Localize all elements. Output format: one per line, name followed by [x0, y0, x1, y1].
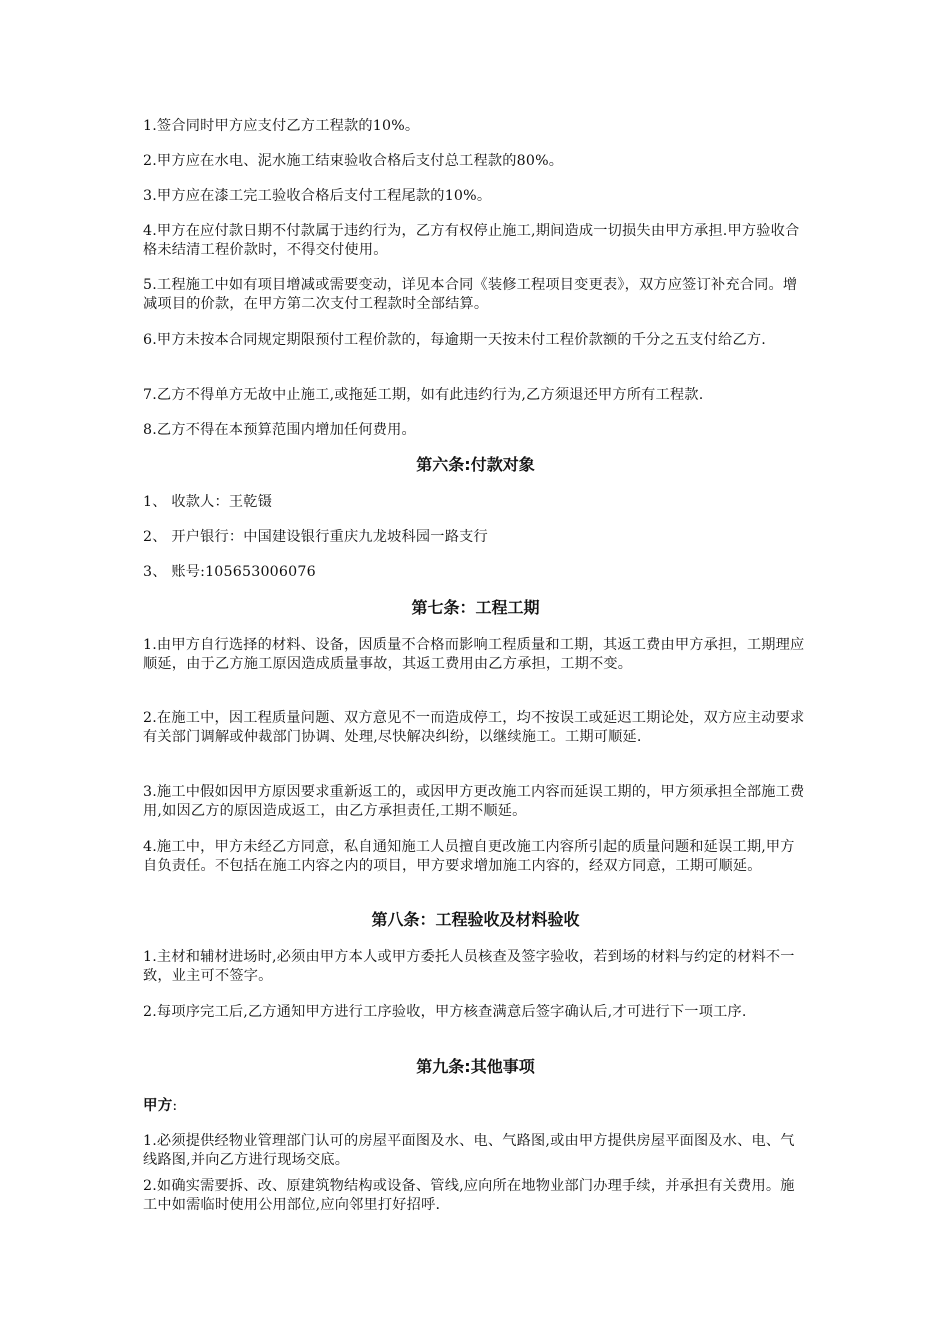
payment-clause-4: 4.甲方在应付款日期不付款属于违约行为，乙方有权停止施工,期间造成一切损失由甲方承担.甲方验收合格未结清工程价款时，不得交付使用。 [143, 223, 800, 258]
party-a-label: 甲方 [143, 1098, 173, 1114]
other-clause-2: 2.如确实需要拆、改、原建筑物结构或设备、管线,应向所在地物业部门办理手续，并承担有关费用。施工中如需临时使用公用部位,应向邻里打好招呼. [143, 1178, 795, 1213]
schedule-clause-2: 2.在施工中，因工程质量问题、双方意见不一而造成停工，均不按误工或延迟工期论处，双方应主动要求有关部门调解或仲裁部门协调、处理,尽快解决纠纷，以继续施工。工期可顺延. [143, 710, 805, 745]
party-a-label-line [143, 1097, 808, 1116]
section-6-heading: 第六条:付款对象 [416, 455, 535, 474]
payment-clause-6: 6.甲方未按本合同规定期限预付工程价款的，每逾期一天按未付工程价款额的千分之五支付给乙方. [143, 332, 766, 348]
other-clause-1: 1.必须提供经物业管理部门认可的房屋平面图及水、电、气路图,或由甲方提供房屋平面图及水、电、气线路图,并向乙方进行现场交底。 [143, 1133, 795, 1168]
payment-clause-2: 2.甲方应在水电、泥水施工结束验收合格后支付总工程款的80%。 [143, 153, 564, 169]
acceptance-clause-1: 1.主材和辅材进场时,必须由甲方本人或甲方委托人员核查及签字验收，若到场的材料与约定的材料不一致，业主可不签字。 [143, 949, 795, 984]
payee-bank: 2、 开户银行：中国建设银行重庆九龙坡科园一路支行 [143, 529, 488, 545]
section-7-heading: 第七条：工程工期 [411, 598, 540, 617]
party-a-colon: : [172, 1098, 178, 1114]
schedule-clause-1: 1.由甲方自行选择的材料、设备，因质量不合格而影响工程质量和工期，其返工费由甲方承担，工期理应顺延，由于乙方施工原因造成质量事故，其返工费用由乙方承担，工期不变。 [143, 637, 805, 672]
schedule-clause-3: 3.施工中假如因甲方原因要求重新返工的，或因甲方更改施工内容而延误工期的，甲方须承担全部施工费用,如因乙方的原因造成返工，由乙方承担责任,工期不顺延。 [143, 784, 805, 819]
payee-name: 1、 收款人：王乾镊 [143, 494, 273, 510]
section-9-heading: 第九条:其他事项 [416, 1057, 535, 1076]
schedule-clause-4: 4.施工中，甲方未经乙方同意，私自通知施工人员擅自更改施工内容所引起的质量问题和延误工期,甲方自负责任。不包括在施工内容之内的项目，甲方要求增加施工内容的，经双方同意，工期可顺延。 [143, 839, 795, 874]
section-8-heading: 第八条：工程验收及材料验收 [371, 910, 580, 929]
payment-clause-8: 8.乙方不得在本预算范围内增加任何费用。 [143, 422, 416, 438]
payment-clause-5: 5.工程施工中如有项目增减或需要变动，详见本合同《装修工程项目变更表》，双方应签订补充合同。增减项目的价款，在甲方第二次支付工程款时全部结算。 [143, 277, 798, 312]
payment-clause-1: 1.签合同时甲方应支付乙方工程款的10%。 [143, 118, 420, 134]
payee-account: 3、 账号:105653006076 [143, 564, 316, 580]
acceptance-clause-2: 2.每项序完工后,乙方通知甲方进行工序验收，甲方核查满意后签字确认后,才可进行下一项工序. [143, 1004, 747, 1020]
payment-clause-7: 7.乙方不得单方无故中止施工,或拖延工期，如有此违约行为,乙方须退还甲方所有工程款. [143, 387, 704, 403]
payment-clause-3: 3.甲方应在漆工完工验收合格后支付工程尾款的10%。 [143, 188, 492, 204]
